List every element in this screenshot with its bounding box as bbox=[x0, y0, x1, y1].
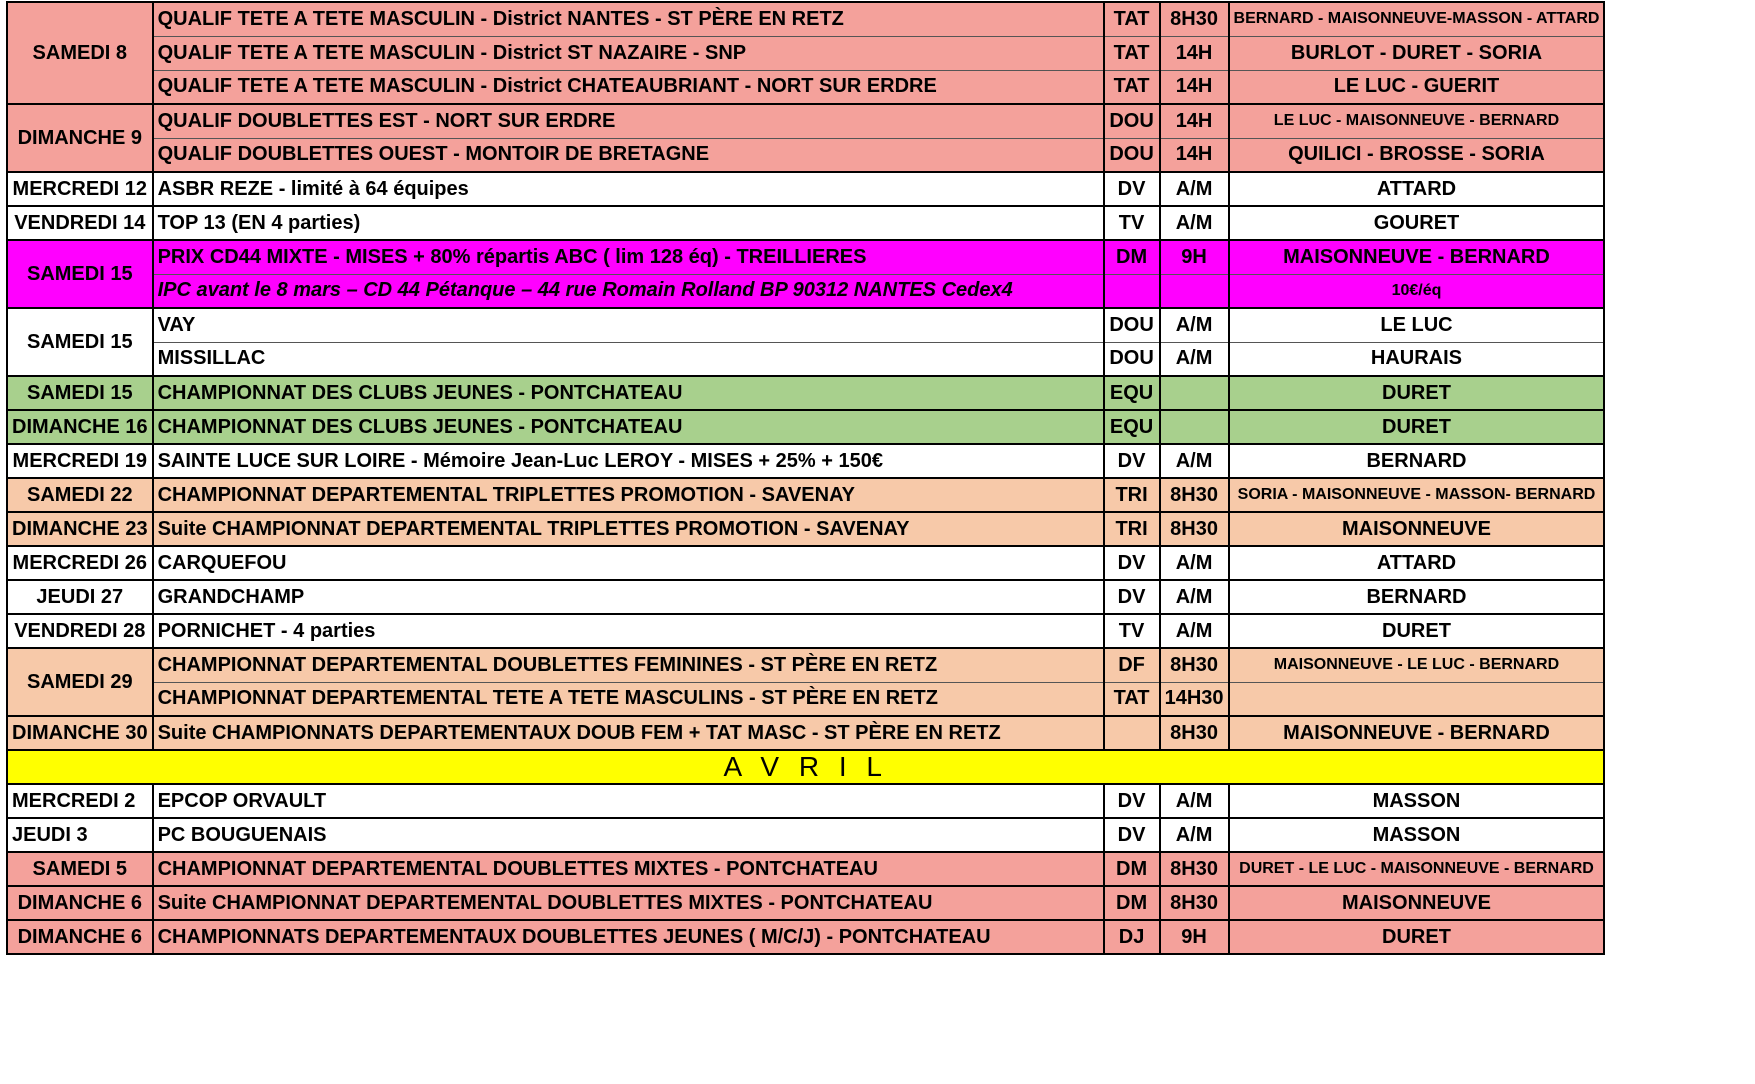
officials-cell: DURET bbox=[1229, 920, 1605, 954]
time-cell: A/M bbox=[1160, 172, 1229, 206]
event-cell: Suite CHAMPIONNAT DEPARTEMENTAL TRIPLETTES PROMOTION - SAVENAY bbox=[153, 512, 1104, 546]
type-cell: TV bbox=[1104, 206, 1160, 240]
event-cell: PC BOUGUENAIS bbox=[153, 818, 1104, 852]
type-cell: TRI bbox=[1104, 478, 1160, 512]
officials-cell: MASSON bbox=[1229, 784, 1605, 818]
time-cell: 9H bbox=[1160, 240, 1229, 274]
day-cell: SAMEDI 22 bbox=[7, 478, 153, 512]
day-cell: MERCREDI 2 bbox=[7, 784, 153, 818]
type-cell: DV bbox=[1104, 172, 1160, 206]
event-cell bbox=[153, 274, 1104, 308]
time-cell: 14H bbox=[1160, 138, 1229, 172]
event-cell: VAY bbox=[153, 308, 1104, 342]
time-cell: 14H bbox=[1160, 70, 1229, 104]
officials-cell: DURET bbox=[1229, 410, 1605, 444]
day-cell: SAMEDI 29 bbox=[7, 648, 153, 716]
type-cell: DOU bbox=[1104, 308, 1160, 342]
event-note: IPC avant le 8 mars – CD 44 Pétanque – 44 rue Romain Rolland BP 90312 NANTES Cedex4 bbox=[157, 279, 1013, 302]
officials-cell: BURLOT - DURET - SORIA bbox=[1229, 36, 1605, 70]
type-cell: DV bbox=[1104, 818, 1160, 852]
time-cell: 14H bbox=[1160, 36, 1229, 70]
type-cell: DOU bbox=[1104, 342, 1160, 376]
type-cell: TRI bbox=[1104, 512, 1160, 546]
event-cell: QUALIF TETE A TETE MASCULIN - District CHATEAUBRIANT - NORT SUR ERDRE bbox=[153, 70, 1104, 104]
day-cell: VENDREDI 28 bbox=[7, 614, 153, 648]
time-cell: 8H30 bbox=[1160, 716, 1229, 750]
event-cell: Suite CHAMPIONNAT DEPARTEMENTAL DOUBLETTES MIXTES - PONTCHATEAU bbox=[153, 886, 1104, 920]
day-cell: DIMANCHE 6 bbox=[7, 886, 153, 920]
time-cell bbox=[1160, 274, 1229, 308]
type-cell: TAT bbox=[1104, 682, 1160, 716]
officials-cell: MAISONNEUVE - BERNARD bbox=[1229, 716, 1605, 750]
type-cell: TAT bbox=[1104, 70, 1160, 104]
event-cell: QUALIF TETE A TETE MASCULIN - District NANTES - ST PÈRE EN RETZ bbox=[153, 2, 1104, 36]
officials-cell: BERNARD - MAISONNEUVE-MASSON - ATTARD bbox=[1229, 2, 1605, 36]
officials-cell bbox=[1229, 682, 1605, 716]
type-cell bbox=[1104, 716, 1160, 750]
officials-cell: GOURET bbox=[1229, 206, 1605, 240]
officials-cell: DURET bbox=[1229, 614, 1605, 648]
day-cell: SAMEDI 15 bbox=[7, 240, 153, 308]
type-cell: DV bbox=[1104, 546, 1160, 580]
day-cell: SAMEDI 15 bbox=[7, 376, 153, 410]
schedule-table bbox=[6, 1, 1605, 955]
event-cell: CHAMPIONNAT DES CLUBS JEUNES - PONTCHATEAU bbox=[153, 376, 1104, 410]
type-cell: DV bbox=[1104, 580, 1160, 614]
day-cell: DIMANCHE 30 bbox=[7, 716, 153, 750]
day-cell: JEUDI 27 bbox=[7, 580, 153, 614]
day-cell: MERCREDI 12 bbox=[7, 172, 153, 206]
time-cell: A/M bbox=[1160, 342, 1229, 376]
event-cell: MISSILLAC bbox=[153, 342, 1104, 376]
event-cell: QUALIF DOUBLETTES EST - NORT SUR ERDRE bbox=[153, 104, 1104, 138]
officials-cell: LE LUC bbox=[1229, 308, 1605, 342]
event-cell: SAINTE LUCE SUR LOIRE - Mémoire Jean-Luc LEROY - MISES + 25% + 150€ bbox=[153, 444, 1104, 478]
day-cell: VENDREDI 14 bbox=[7, 206, 153, 240]
month-header: A V R I L bbox=[7, 750, 1604, 784]
time-cell: 8H30 bbox=[1160, 886, 1229, 920]
officials-cell: ATTARD bbox=[1229, 546, 1605, 580]
type-cell: DM bbox=[1104, 240, 1160, 274]
type-cell: DM bbox=[1104, 852, 1160, 886]
day-cell: SAMEDI 8 bbox=[7, 2, 153, 104]
officials-cell: MAISONNEUVE bbox=[1229, 512, 1605, 546]
officials-cell: DURET bbox=[1229, 376, 1605, 410]
officials-cell: HAURAIS bbox=[1229, 342, 1605, 376]
day-cell: MERCREDI 19 bbox=[7, 444, 153, 478]
time-cell: 9H bbox=[1160, 920, 1229, 954]
day-cell: DIMANCHE 23 bbox=[7, 512, 153, 546]
time-cell: 8H30 bbox=[1160, 852, 1229, 886]
event-cell: ASBR REZE - limité à 64 équipes bbox=[153, 172, 1104, 206]
event-cell: CHAMPIONNATS DEPARTEMENTAUX DOUBLETTES JEUNES ( M/C/J) - PONTCHATEAU bbox=[153, 920, 1104, 954]
time-cell: A/M bbox=[1160, 784, 1229, 818]
day-cell: JEUDI 3 bbox=[7, 818, 153, 852]
type-cell: EQU bbox=[1104, 410, 1160, 444]
officials-cell: SORIA - MAISONNEUVE - MASSON- BERNARD bbox=[1229, 478, 1605, 512]
officials-cell: 10€/éq bbox=[1229, 274, 1605, 308]
type-cell: TAT bbox=[1104, 36, 1160, 70]
time-cell: A/M bbox=[1160, 546, 1229, 580]
officials-cell: MAISONNEUVE - BERNARD bbox=[1229, 240, 1605, 274]
time-cell: 14H30 bbox=[1160, 682, 1229, 716]
time-cell: A/M bbox=[1160, 818, 1229, 852]
time-cell: 14H bbox=[1160, 104, 1229, 138]
time-cell bbox=[1160, 376, 1229, 410]
type-cell: TV bbox=[1104, 614, 1160, 648]
time-cell: A/M bbox=[1160, 614, 1229, 648]
event-cell: PORNICHET - 4 parties bbox=[153, 614, 1104, 648]
day-cell: MERCREDI 26 bbox=[7, 546, 153, 580]
day-cell: DIMANCHE 6 bbox=[7, 920, 153, 954]
type-cell bbox=[1104, 274, 1160, 308]
officials-cell: BERNARD bbox=[1229, 444, 1605, 478]
event-cell: TOP 13 (EN 4 parties) bbox=[153, 206, 1104, 240]
officials-cell: MAISONNEUVE bbox=[1229, 886, 1605, 920]
event-cell: QUALIF DOUBLETTES OUEST - MONTOIR DE BRETAGNE bbox=[153, 138, 1104, 172]
event-cell: CHAMPIONNAT DES CLUBS JEUNES - PONTCHATEAU bbox=[153, 410, 1104, 444]
officials-cell: LE LUC - MAISONNEUVE - BERNARD bbox=[1229, 104, 1605, 138]
type-cell: EQU bbox=[1104, 376, 1160, 410]
type-cell: DM bbox=[1104, 886, 1160, 920]
time-cell: A/M bbox=[1160, 308, 1229, 342]
time-cell: 8H30 bbox=[1160, 512, 1229, 546]
time-cell: A/M bbox=[1160, 580, 1229, 614]
day-cell: SAMEDI 5 bbox=[7, 852, 153, 886]
day-cell: SAMEDI 15 bbox=[7, 308, 153, 376]
type-cell: DV bbox=[1104, 444, 1160, 478]
officials-cell: QUILICI - BROSSE - SORIA bbox=[1229, 138, 1605, 172]
type-cell: DF bbox=[1104, 648, 1160, 682]
officials-cell: ATTARD bbox=[1229, 172, 1605, 206]
type-cell: DOU bbox=[1104, 138, 1160, 172]
event-cell: EPCOP ORVAULT bbox=[153, 784, 1104, 818]
event-cell: CHAMPIONNAT DEPARTEMENTAL DOUBLETTES FEMININES - ST PÈRE EN RETZ bbox=[153, 648, 1104, 682]
event-cell: CARQUEFOU bbox=[153, 546, 1104, 580]
type-cell: TAT bbox=[1104, 2, 1160, 36]
time-cell: 8H30 bbox=[1160, 2, 1229, 36]
type-cell: DV bbox=[1104, 784, 1160, 818]
time-cell: 8H30 bbox=[1160, 648, 1229, 682]
event-cell: Suite CHAMPIONNATS DEPARTEMENTAUX DOUB FEM + TAT MASC - ST PÈRE EN RETZ bbox=[153, 716, 1104, 750]
officials-cell: BERNARD bbox=[1229, 580, 1605, 614]
officials-cell: LE LUC - GUERIT bbox=[1229, 70, 1605, 104]
type-cell: DJ bbox=[1104, 920, 1160, 954]
officials-cell: MAISONNEUVE - LE LUC - BERNARD bbox=[1229, 648, 1605, 682]
event-cell: CHAMPIONNAT DEPARTEMENTAL TETE A TETE MASCULINS - ST PÈRE EN RETZ bbox=[153, 682, 1104, 716]
officials-cell: DURET - LE LUC - MAISONNEUVE - BERNARD bbox=[1229, 852, 1605, 886]
time-cell: 8H30 bbox=[1160, 478, 1229, 512]
event-cell: CHAMPIONNAT DEPARTEMENTAL DOUBLETTES MIXTES - PONTCHATEAU bbox=[153, 852, 1104, 886]
day-cell: DIMANCHE 16 bbox=[7, 410, 153, 444]
event-cell: GRANDCHAMP bbox=[153, 580, 1104, 614]
time-cell: A/M bbox=[1160, 444, 1229, 478]
day-cell: DIMANCHE 9 bbox=[7, 104, 153, 172]
event-cell: CHAMPIONNAT DEPARTEMENTAL TRIPLETTES PROMOTION - SAVENAY bbox=[153, 478, 1104, 512]
time-cell: A/M bbox=[1160, 206, 1229, 240]
event-cell: PRIX CD44 MIXTE - MISES + 80% répartis ABC ( lim 128 éq) - TREILLIERES bbox=[153, 240, 1104, 274]
time-cell bbox=[1160, 410, 1229, 444]
type-cell: DOU bbox=[1104, 104, 1160, 138]
event-cell: QUALIF TETE A TETE MASCULIN - District ST NAZAIRE - SNP bbox=[153, 36, 1104, 70]
officials-cell: MASSON bbox=[1229, 818, 1605, 852]
